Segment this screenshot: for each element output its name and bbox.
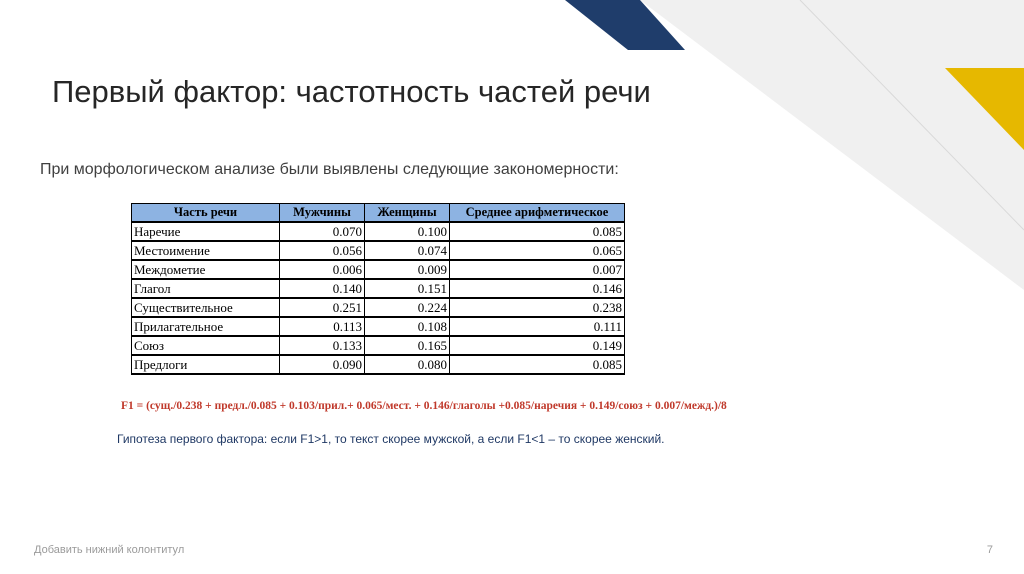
cell-part: Глагол (132, 279, 280, 298)
table-row (132, 355, 625, 374)
header-part-of-speech: Часть речи (132, 204, 280, 223)
cell-average: 0.111 (450, 317, 625, 336)
table-row (132, 298, 625, 317)
page-number: 7 (986, 544, 993, 556)
cell-part: Междометие (132, 260, 280, 279)
gray-diagonal-band (640, 0, 1024, 290)
cell-average: 0.146 (450, 279, 625, 298)
cell-women: 0.080 (365, 355, 450, 374)
cell-average: 0.149 (450, 336, 625, 355)
cell-men: 0.070 (280, 222, 365, 241)
cell-women: 0.224 (365, 298, 450, 317)
table-row (132, 336, 625, 355)
cell-women: 0.108 (365, 317, 450, 336)
cell-part: Предлоги (132, 355, 280, 374)
f1-formula: F1 = (сущ./0.238 + предл./0.085 + 0.103/прил.+ 0.065/мест. + 0.146/глаголы +0.085/наречия + 0.149/союз + 0.007/межд.)/8 (121, 400, 727, 412)
cell-women: 0.009 (365, 260, 450, 279)
table-header-row (132, 204, 625, 223)
table-row (132, 317, 625, 336)
cell-women: 0.165 (365, 336, 450, 355)
cell-men: 0.006 (280, 260, 365, 279)
cell-women: 0.074 (365, 241, 450, 260)
table-row (132, 279, 625, 298)
header-average: Среднее арифметическое (450, 204, 625, 223)
cell-average: 0.238 (450, 298, 625, 317)
cell-men: 0.251 (280, 298, 365, 317)
cell-women: 0.100 (365, 222, 450, 241)
cell-part: Местоимение (132, 241, 280, 260)
cell-part: Существительное (132, 298, 280, 317)
slide-title: Первый фактор: частотность частей речи (52, 74, 651, 109)
cell-average: 0.085 (450, 355, 625, 374)
parts-of-speech-table (131, 203, 625, 375)
footer-placeholder[interactable]: Добавить нижний колонтитул (34, 544, 185, 556)
cell-part: Прилагательное (132, 317, 280, 336)
header-women: Женщины (365, 204, 450, 223)
cell-men: 0.133 (280, 336, 365, 355)
cell-part: Союз (132, 336, 280, 355)
cell-men: 0.056 (280, 241, 365, 260)
table-row (132, 241, 625, 260)
cell-part: Наречие (132, 222, 280, 241)
slide-subtitle: При морфологическом анализе были выявлены следующие закономерности: (40, 161, 619, 178)
cell-average: 0.007 (450, 260, 625, 279)
cell-average: 0.085 (450, 222, 625, 241)
cell-men: 0.140 (280, 279, 365, 298)
cell-women: 0.151 (365, 279, 450, 298)
cell-men: 0.113 (280, 317, 365, 336)
header-men: Мужчины (280, 204, 365, 223)
table-row (132, 260, 625, 279)
hypothesis-text: Гипотеза первого фактора: если F1>1, то текст скорее мужской, а если F1<1 – то скорее женский. (117, 432, 665, 446)
table-row (132, 222, 625, 241)
cell-average: 0.065 (450, 241, 625, 260)
cell-men: 0.090 (280, 355, 365, 374)
